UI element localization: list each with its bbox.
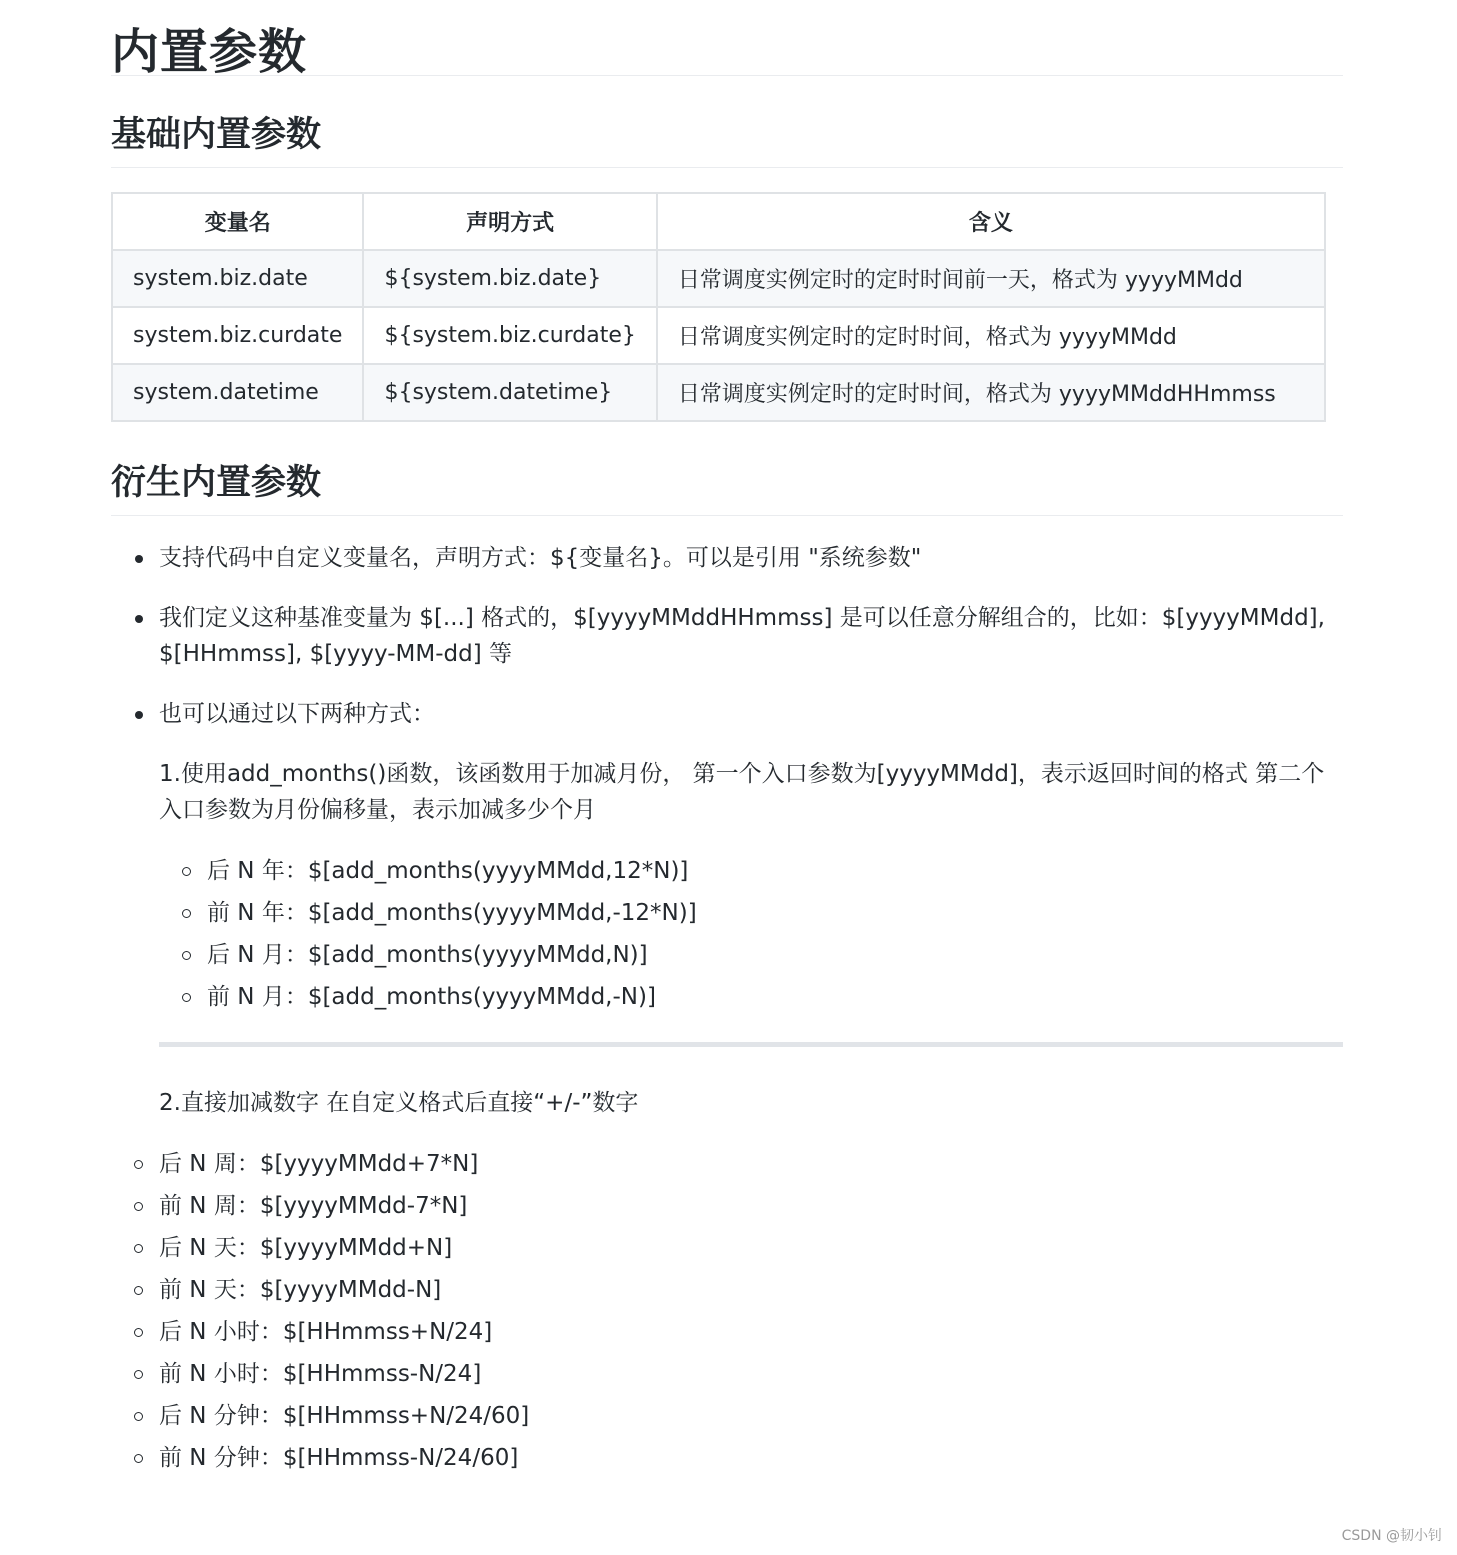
list-item — [111, 540, 1343, 576]
bullet-icon — [135, 555, 143, 563]
circle-bullet-icon — [134, 1160, 143, 1169]
bullet-icon — [135, 711, 143, 719]
list-item-text: 前 N 天：$[yyyyMMdd-N] — [159, 1277, 442, 1303]
list-item-text: 前 N 年：$[add_months(yyyyMMdd,-12*N)] — [207, 900, 697, 926]
circle-bullet-icon — [134, 1370, 143, 1379]
table-header-cell: 变量名 — [112, 193, 363, 250]
document — [111, 0, 1343, 1479]
circle-bullet-icon — [134, 1328, 143, 1337]
method2-text: 2.直接加减数字 在自定义格式后直接“+/-”数字 — [159, 1090, 639, 1116]
method2-block — [111, 1085, 1343, 1479]
bullet-icon — [135, 615, 143, 623]
table-cell: 日常调度实例定时的定时时间，格式为 yyyyMMddHHmmss — [657, 364, 1325, 421]
list-item — [111, 1437, 1343, 1479]
method1-list — [159, 850, 1343, 1018]
table-cell: ${system.biz.curdate} — [363, 307, 656, 364]
table-cell: 日常调度实例定时的定时时间前一天，格式为 yyyyMMdd — [657, 250, 1325, 307]
list-item-text: 前 N 周：$[yyyyMMdd-7*N] — [159, 1193, 468, 1219]
circle-bullet-icon — [134, 1286, 143, 1295]
list-item — [111, 1395, 1343, 1437]
circle-bullet-icon — [134, 1412, 143, 1421]
list-item-text: 后 N 周：$[yyyyMMdd+7*N] — [159, 1151, 479, 1177]
table-cell: ${system.datetime} — [363, 364, 656, 421]
circle-bullet-icon — [134, 1244, 143, 1253]
list-item — [111, 1353, 1343, 1395]
table-cell: system.datetime — [112, 364, 363, 421]
list-item — [111, 1269, 1343, 1311]
circle-bullet-icon — [134, 1202, 143, 1211]
list-item-text: 前 N 分钟：$[HHmmss-N/24/60] — [159, 1445, 519, 1471]
bullet-list — [111, 540, 1343, 1018]
list-item — [111, 1185, 1343, 1227]
list-item — [111, 1311, 1343, 1353]
table-cell: system.biz.date — [112, 250, 363, 307]
table-header-cell: 含义 — [657, 193, 1325, 250]
circle-bullet-icon — [182, 993, 191, 1002]
circle-bullet-icon — [182, 951, 191, 960]
table-header-row — [112, 193, 1325, 250]
list-item-text: 我们定义这种基准变量为 $[...] 格式的，$[yyyyMMddHHmmss] 是可以任意分解组合的，比如：$[yyyyMMdd], $[HHmmss], $[yyyy-MM-dd] 等 — [159, 605, 1325, 667]
list-item-text: 后 N 天：$[yyyyMMdd+N] — [159, 1235, 453, 1261]
list-item-text: 支持代码中自定义变量名，声明方式：${变量名}。可以是引用 "系统参数" — [159, 545, 922, 571]
page-title: 内置参数 — [111, 0, 1343, 76]
circle-bullet-icon — [182, 867, 191, 876]
circle-bullet-icon — [134, 1454, 143, 1463]
list-item — [111, 1227, 1343, 1269]
params-table — [111, 192, 1326, 422]
watermark: CSDN @韧小钊 — [1341, 1528, 1442, 1544]
method2-list — [111, 1143, 1343, 1479]
list-item — [159, 892, 1343, 934]
list-item — [111, 1143, 1343, 1185]
section-heading-basic: 基础内置参数 — [111, 112, 1343, 168]
table-cell: system.biz.curdate — [112, 307, 363, 364]
list-item — [111, 696, 1343, 1018]
table-row — [112, 250, 1325, 307]
list-item-text: 后 N 小时：$[HHmmss+N/24] — [159, 1319, 493, 1345]
list-item — [159, 850, 1343, 892]
table-header-cell: 声明方式 — [363, 193, 656, 250]
section-heading-derived: 衍生内置参数 — [111, 460, 1343, 516]
table-row — [112, 307, 1325, 364]
circle-bullet-icon — [182, 909, 191, 918]
list-item-text: 后 N 分钟：$[HHmmss+N/24/60] — [159, 1403, 530, 1429]
list-item — [159, 976, 1343, 1018]
method1-text: 1.使用add_months()函数，该函数用于加减月份， 第一个入口参数为[yyyyMMdd]，表示返回时间的格式 第二个入口参数为月份偏移量，表示加减多少个月 — [159, 761, 1325, 823]
table-row — [112, 364, 1325, 421]
horizontal-rule — [159, 1042, 1343, 1047]
list-item — [111, 600, 1343, 672]
list-item — [159, 934, 1343, 976]
list-item-text: 后 N 月：$[add_months(yyyyMMdd,N)] — [207, 942, 648, 968]
list-item-text: 后 N 年：$[add_months(yyyyMMdd,12*N)] — [207, 858, 689, 884]
list-item-text: 前 N 小时：$[HHmmss-N/24] — [159, 1361, 482, 1387]
table-cell: 日常调度实例定时的定时时间，格式为 yyyyMMdd — [657, 307, 1325, 364]
list-item-text: 前 N 月：$[add_months(yyyyMMdd,-N)] — [207, 984, 656, 1010]
list-item-text: 也可以通过以下两种方式： — [159, 701, 435, 727]
table-cell: ${system.biz.date} — [363, 250, 656, 307]
